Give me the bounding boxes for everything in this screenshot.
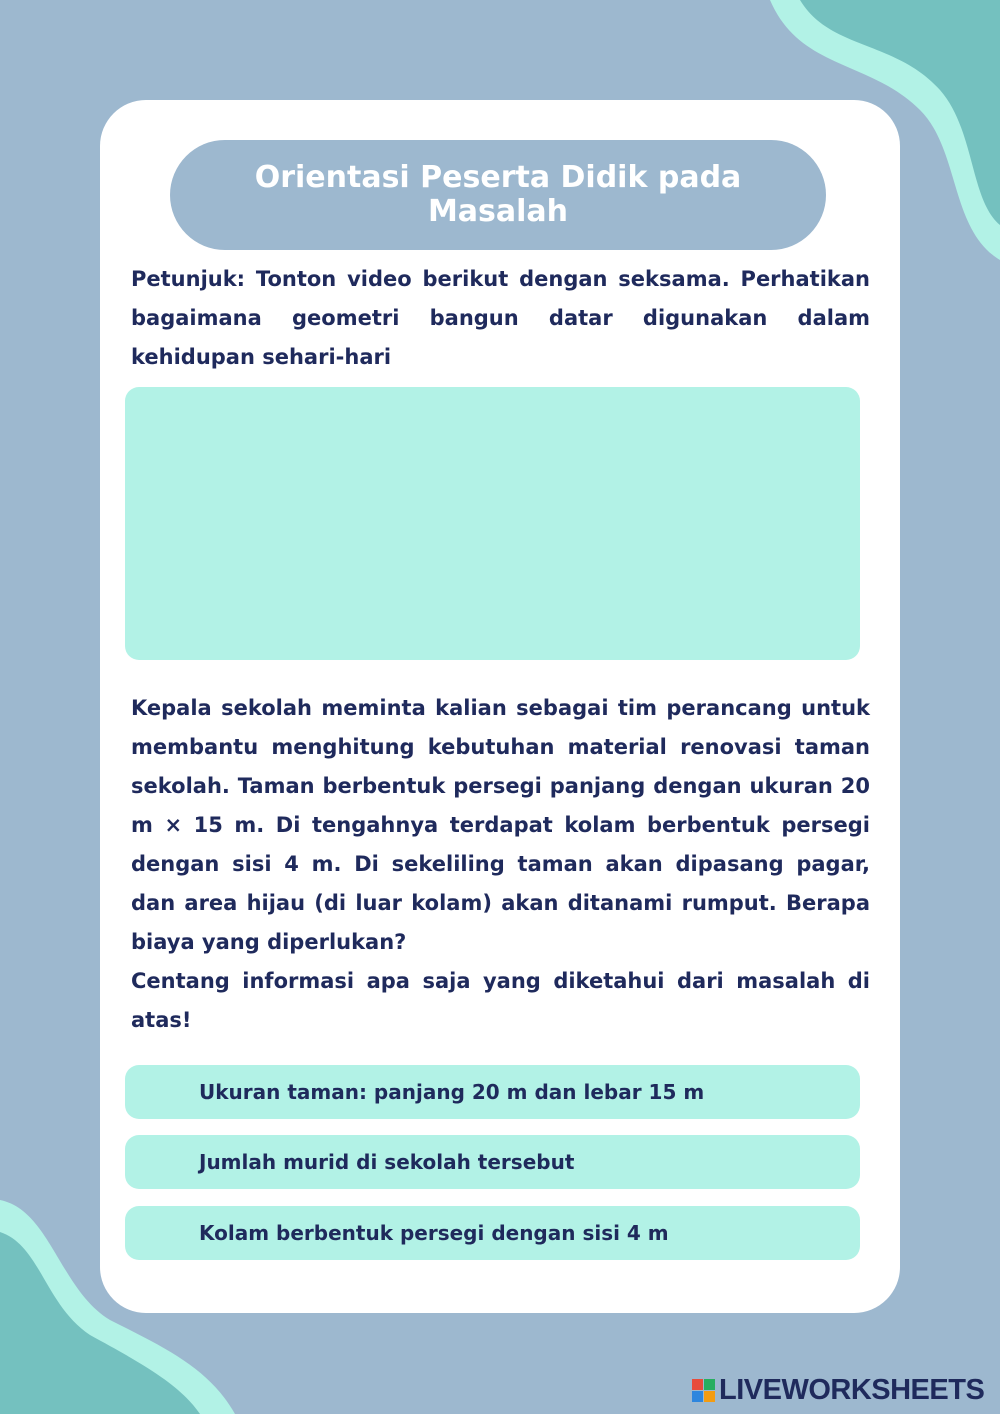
checkbox-option-3[interactable]: [125, 1206, 860, 1260]
logo-square-2: [704, 1379, 715, 1390]
title-banner: [170, 140, 826, 250]
instructions-text: Petunjuk: Tonton video berikut dengan seksama. Perhatikan bagaimana geometri bangun datar digunakan dalam kehidupan sehari-hari: [131, 267, 870, 369]
worksheet-card: [100, 100, 900, 1313]
option-label: Ukuran taman: panjang 20 m dan lebar 15 m: [199, 1080, 705, 1104]
video-placeholder[interactable]: [125, 387, 860, 660]
brand-name: LIVEWORKSHEETS: [719, 1373, 985, 1406]
checkbox-option-1[interactable]: [125, 1065, 860, 1119]
liveworksheets-brand: [692, 1374, 984, 1406]
checkbox-option-2[interactable]: [125, 1135, 860, 1189]
problem-text: Kepala sekolah meminta kalian sebagai tim perancang untuk membantu menghitung kebutuhan material renovasi taman sekolah. Taman berbentuk persegi panjang dengan ukuran 20 m × 15 m. Di tengahnya terdapat kolam berbentuk persegi dengan sisi 4 m. Di sekeliling taman akan dipasang pagar, dan area hijau (di luar kolam) akan ditanami rumput. Berapa biaya yang diperlukan?: [131, 696, 870, 954]
liveworksheets-logo-icon: [692, 1379, 715, 1402]
option-label: Kolam berbentuk persegi dengan sisi 4 m: [199, 1221, 669, 1245]
problem-section: [131, 689, 870, 1040]
logo-square-3: [692, 1391, 703, 1402]
logo-square-1: [692, 1379, 703, 1390]
question-text: Centang informasi apa saja yang diketahui dari masalah di atas!: [131, 969, 870, 1032]
page-title: Orientasi Peserta Didik pada Masalah: [254, 160, 742, 229]
logo-square-4: [704, 1391, 715, 1402]
option-label: Jumlah murid di sekolah tersebut: [199, 1150, 575, 1174]
